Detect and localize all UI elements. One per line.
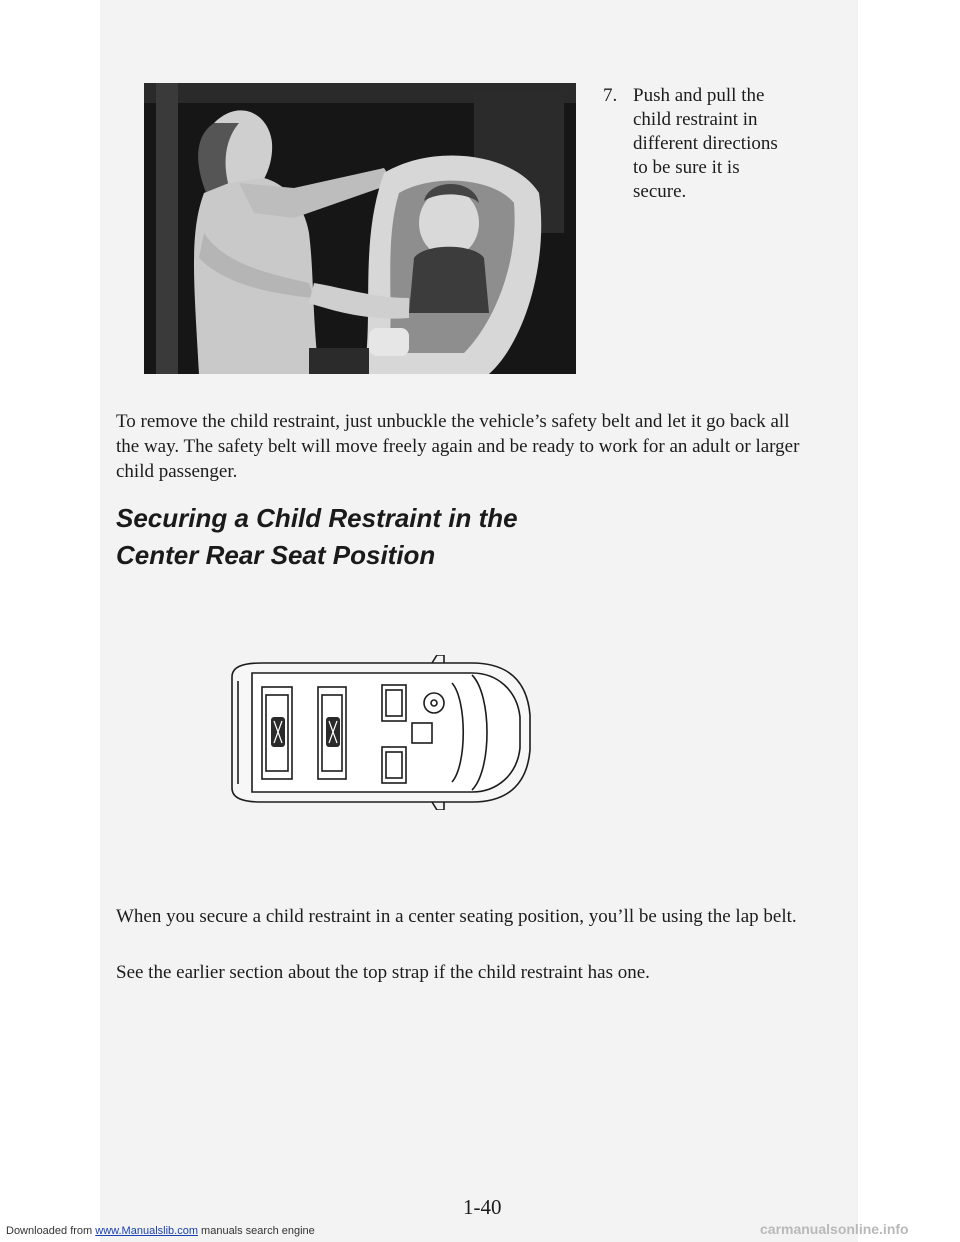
van-seating-diagram: [222, 655, 538, 810]
paragraph-top-strap: See the earlier section about the top strap if the child restraint has one.: [116, 962, 650, 983]
paragraph-center-seating: When you secure a child restraint in a center seating position, you’ll be using the lap belt.: [116, 906, 797, 927]
watermark-text: carmanualsonline.info: [760, 1221, 909, 1237]
section-heading-line1: Securing a Child Restraint in the: [116, 503, 518, 533]
section-heading-line2: Center Rear Seat Position: [116, 540, 436, 570]
section-heading: [116, 500, 616, 574]
manualslib-link[interactable]: www.Manualslib.com: [95, 1225, 198, 1237]
van-top-view-illustration: [222, 655, 538, 810]
step-text: Push and pull the child restraint in different directions to be sure it is secure.: [633, 85, 778, 202]
child-restraint-illustration: [144, 83, 576, 374]
download-footer: [6, 1225, 315, 1237]
footer-prefix: Downloaded from: [6, 1225, 93, 1237]
step-number: 7.: [603, 85, 618, 106]
footer-suffix: manuals search engine: [201, 1225, 315, 1237]
paragraph-remove-restraint: To remove the child restraint, just unbuckle the vehicle’s safety belt and let it go back all the way. The safety belt will move freely again and be ready to work for an adult or larger child passenger.: [116, 411, 800, 482]
child-restraint-photo: [144, 83, 576, 374]
page-number: 1-40: [463, 1195, 502, 1219]
